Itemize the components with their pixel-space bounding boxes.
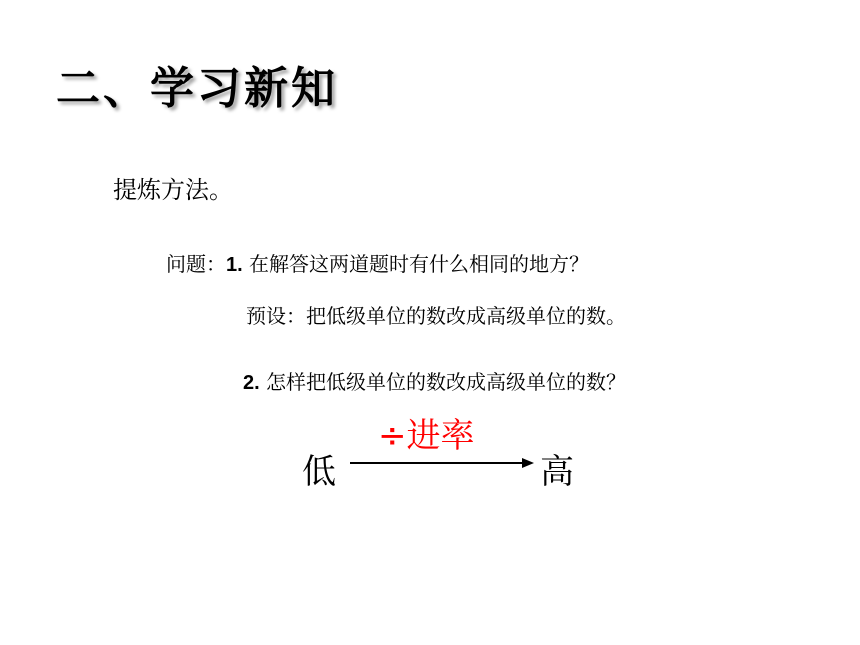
right-arrow-icon bbox=[350, 456, 534, 470]
preset-answer: 预设：把低级单位的数改成高级单位的数。 bbox=[246, 304, 626, 328]
question-2-number: 2. bbox=[243, 372, 260, 394]
low-label: 低 bbox=[302, 452, 336, 492]
question-1-number: 1. bbox=[226, 254, 243, 276]
question-1-text: 在解答这两道题时有什么相同的地方？ bbox=[242, 252, 590, 276]
high-label: 高 bbox=[540, 452, 574, 492]
question-2 bbox=[243, 366, 626, 395]
question-1 bbox=[166, 248, 589, 277]
operation-label: ÷进率 bbox=[378, 416, 475, 456]
question-1-prefix: 问题： bbox=[166, 252, 226, 276]
question-2-text: 怎样把低级单位的数改成高级单位的数？ bbox=[259, 370, 627, 394]
slide-title: 二、学习新知 bbox=[56, 63, 338, 114]
slide-subtitle: 提炼方法。 bbox=[113, 176, 233, 204]
